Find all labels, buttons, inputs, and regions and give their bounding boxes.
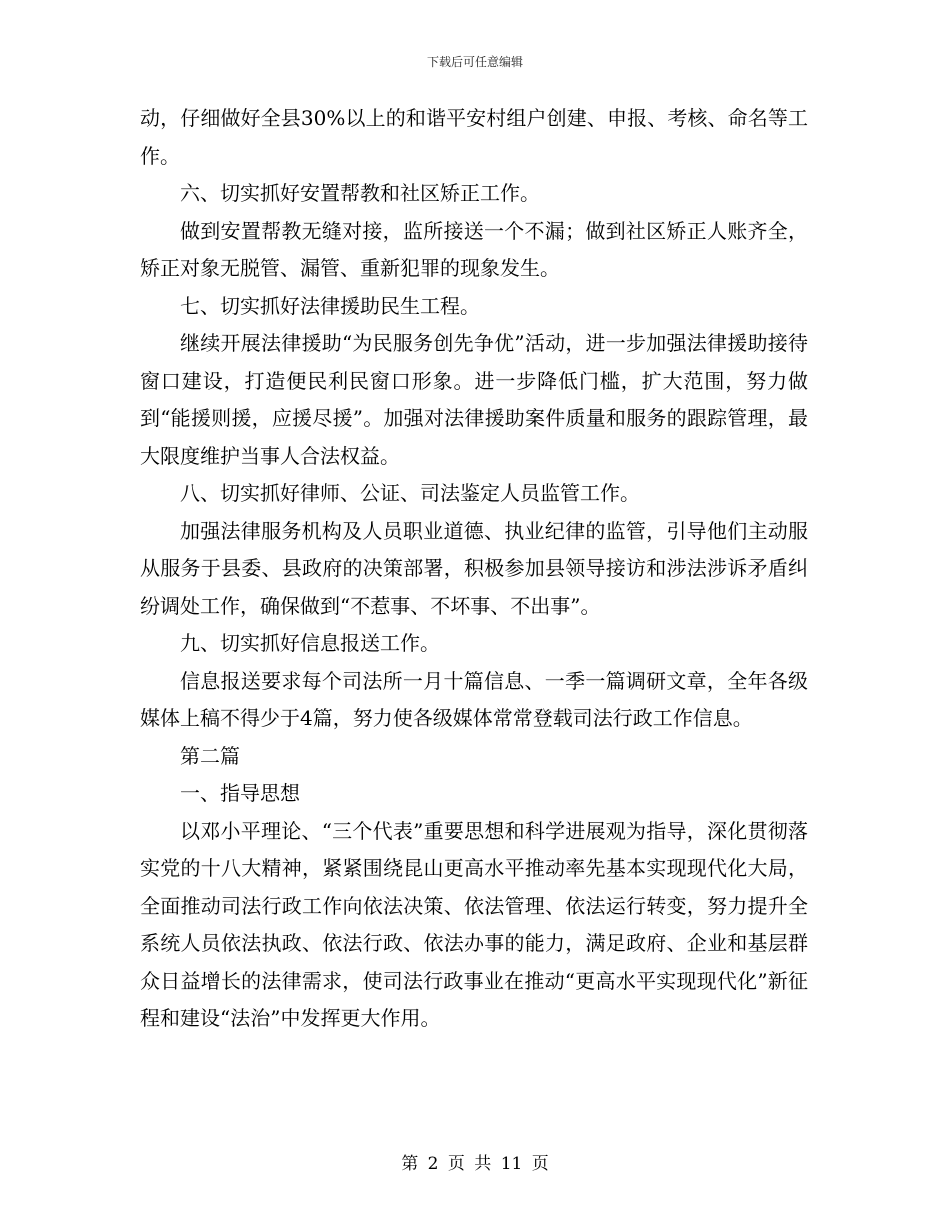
section-heading-1: 一、指导思想 [180, 781, 300, 805]
section-heading-8: 八、切实抓好律师、公证、司法鉴定人员监管工作。 [180, 481, 640, 505]
part-heading: 第二篇 [180, 743, 240, 768]
document-body [140, 100, 808, 1038]
paragraph-guiding-thought: 以邓小平理论、“三个代表”重要思想和科学进展观为指导，深化贯彻落实党的十八大精神，紧紧围绕昆山更高水平推动率先基本实现现代化大局，全面推动司法行政工作向依法决策、依法管理、依法运行转变，努力提升全系统人员依法执政、依法行政、依法办事的能力，满足政府、企业和基层群众日益增长的法律需求，使司法行政事业在推动“更高水平实现现代化”新征程和建设“法治”中发挥更大作用。 [140, 818, 808, 1030]
section-heading-9: 九、切实抓好信息报送工作。 [180, 631, 440, 655]
paragraph-7: 继续开展法律援助“为民服务创先争优”活动，进一步加强法律援助接待窗口建设，打造便民利民窗口形象。进一步降低门槛，扩大范围，努力做到“能援则援，应援尽援”。加强对法律援助案件质量和服务的跟踪管理，最大限度维护当事人合法权益。 [140, 331, 808, 468]
page-number: 第 2 页 共 11 页 [401, 1154, 549, 1174]
page-header: 下载后可任意编辑 [426, 55, 523, 69]
paragraph-8: 加强法律服务机构及人员职业道德、执业纪律的监管，引导他们主动服从服务于县委、县政府的决策部署，积极参加县领导接访和涉法涉诉矛盾纠纷调处工作，确保做到“不惹事、不坏事、不出事”。 [140, 518, 808, 618]
section-heading-6: 六、切实抓好安置帮教和社区矫正工作。 [180, 181, 540, 205]
paragraph-9: 信息报送要求每个司法所一月十篇信息、一季一篇调研文章，全年各级媒体上稿不得少于4篇，努力使各级媒体常常登载司法行政工作信息。 [140, 668, 808, 730]
section-heading-7: 七、切实抓好法律援助民生工程。 [180, 293, 480, 318]
paragraph-continuation: 动，仔细做好全县30%以上的和谐平安村组户创建、申报、考核、命名等工作。 [140, 106, 808, 168]
paragraph-6: 做到安置帮教无缝对接，监所接送一个不漏；做到社区矫正人账齐全，矫正对象无脱管、漏管、重新犯罪的现象发生。 [140, 218, 808, 280]
